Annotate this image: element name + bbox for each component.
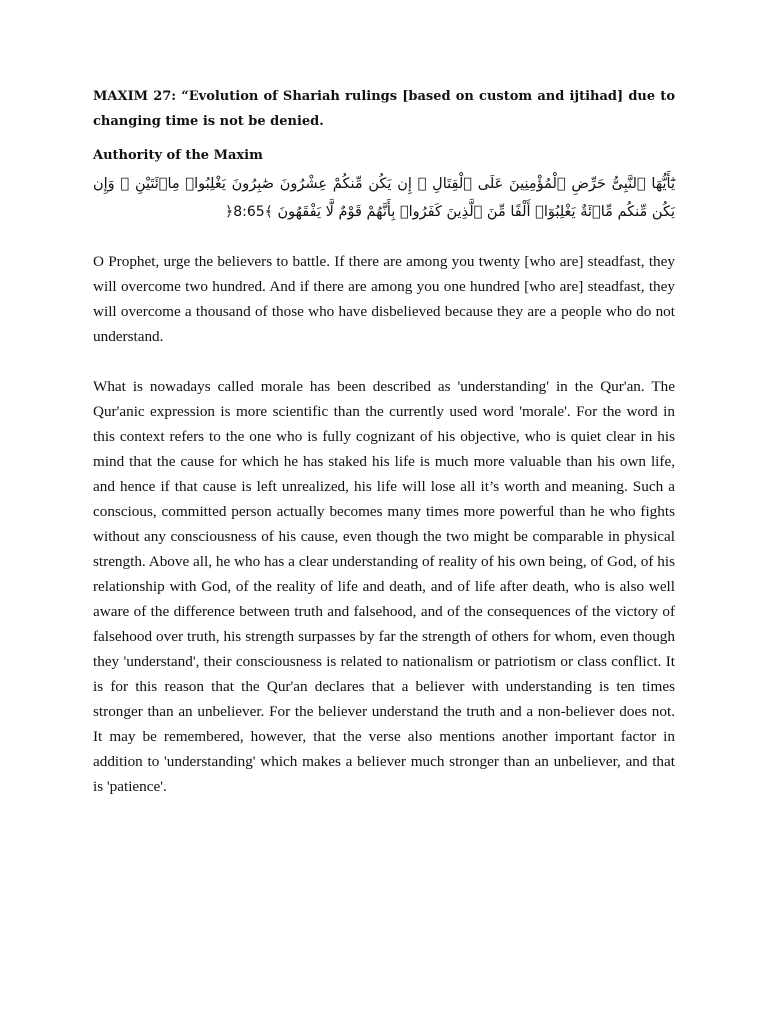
quran-verse-arabic (93, 170, 675, 226)
commentary-paragraph: What is nowadays called morale has been described as 'understanding' in the Qur'an. The Qur'anic expression is more scientific than the currently used word 'morale'. For the word in this context refers to the one who is fully cognizant of his objective, who is quiet clear in his mind that the cause for which he has staked his life is much more valuable than his own life, and hence if that cause is left unrealized, his life will lose all it’s worth and meaning. Such a conscious, committed person actually becomes many times more powerful than he who fights without any consciousness of his cause, even though the two might be comparable in physical strength. Above all, he who has a clear understanding of reality of his own being, of God, of his relationship with God, of the reality of life and death, and of life after death, who is also well aware of the difference between truth and falsehood, and of the consequences of the victory of falsehood over truth, his strength surpasses by far the strength of others for whom, even though they 'understand', their consciousness is related to nationalism or patriotism or class conflict. It is for this reason that the Qur'an declares that a believer with understanding is ten times stronger than an unbeliever. For the believer understand the truth and a non-believer does not. It may be remembered, however, that the verse also mentions another important factor in addition to 'understanding' which makes a believer much stronger than an unbeliever, and that is 'patience'. (93, 378, 675, 795)
verse-translation: O Prophet, urge the believers to battle. If there are among you twenty [who are] steadfast, they will overcome two hundred. And if there are among you one hundred [who are] steadfast, they will overcome a thousand of those who have disbelieved because they are a people who do not understand. (93, 253, 675, 345)
maxim-title: MAXIM 27: “Evolution of Shariah rulings [based on custom and ijtihad] due to changing time is not be denied. (93, 89, 675, 129)
verse-reference: ﴾8:65﴿ (225, 204, 273, 220)
verse-arabic-text: يَٰٓأَيُّهَا ٱلنَّبِىُّ حَرِّضِ ٱلْمُؤْمِنِينَ عَلَى ٱلْقِتَالِ ۚ إِن يَكُن مِّنكُمْ عِشْرُونَ صَٰبِرُونَ يَغْلِبُوا۟ مِا۟ئَتَيْنِ ۚ وَإِن يَكُن مِّنكُم مِّا۟ئَةٌ يَغْلِبُوٓا۟ أَلْفًا مِّنَ ٱلَّذِينَ كَفَرُوا۟ بِأَنَّهُمْ قَوْمٌ لَّا يَفْقَهُونَ (93, 176, 675, 220)
authority-heading: Authority of the Maxim (93, 148, 263, 163)
document-page (93, 84, 675, 799)
